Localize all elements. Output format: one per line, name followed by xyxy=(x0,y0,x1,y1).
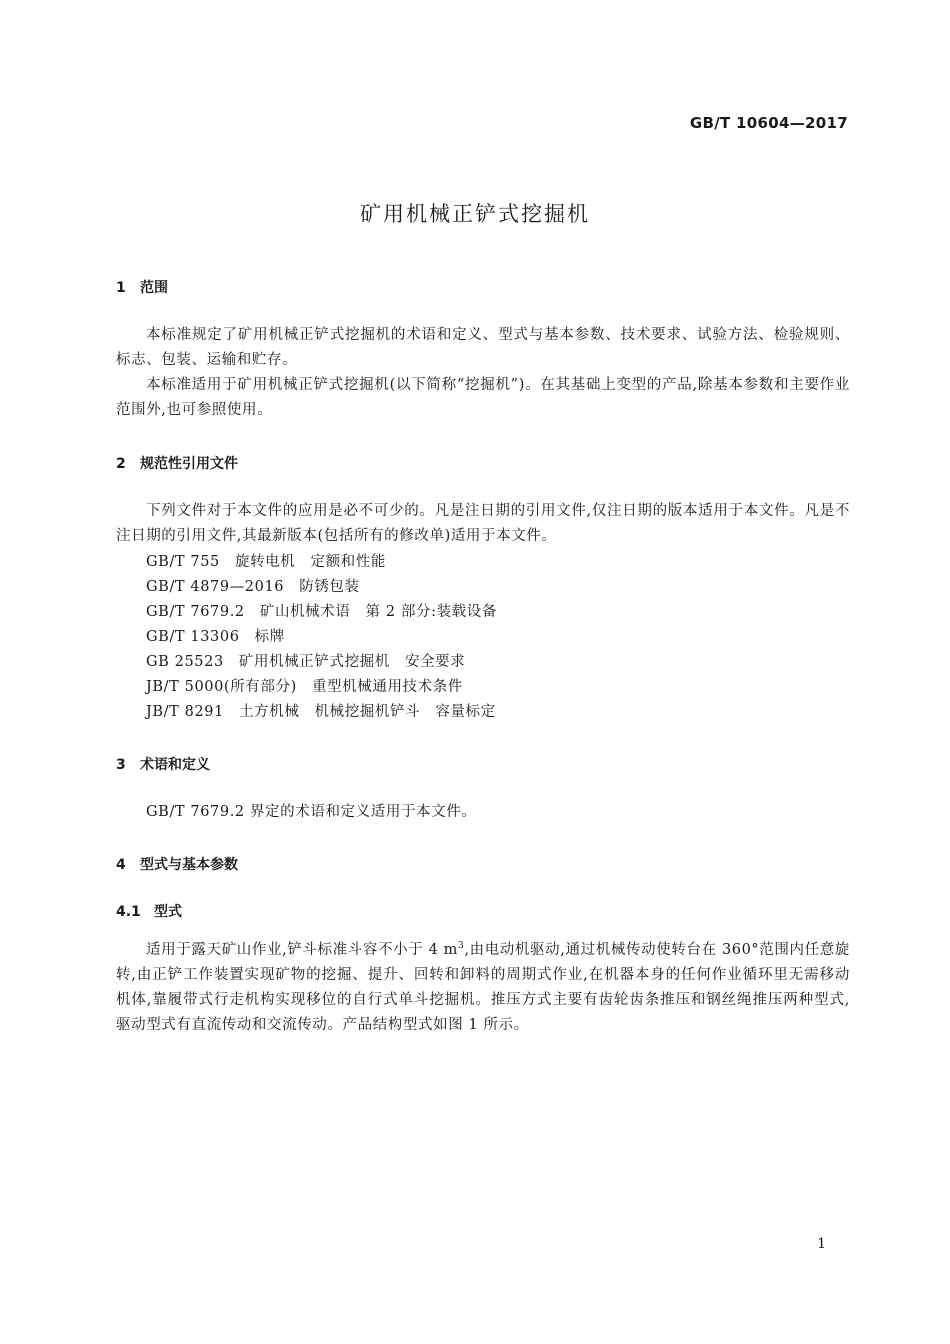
section-3-heading xyxy=(116,754,210,774)
section-number: 4 xyxy=(116,857,126,873)
paragraph-text-part-1: 适用于露天矿山作业,铲斗标准斗容不小于 4 m xyxy=(146,941,459,958)
section-2-heading xyxy=(116,453,238,473)
reference-item: GB 25523 矿用机械正铲式挖掘机 安全要求 xyxy=(146,654,466,670)
section-4-heading xyxy=(116,854,238,874)
reference-item: JB/T 8291 土方机械 机械挖掘机铲斗 容量标定 xyxy=(146,704,496,720)
standard-code: GB/T 10604—2017 xyxy=(689,114,848,132)
section-title: 规范性引用文件 xyxy=(140,456,238,472)
reference-item: JB/T 5000(所有部分) 重型机械通用技术条件 xyxy=(146,679,463,695)
reference-item: GB/T 13306 标牌 xyxy=(146,629,285,645)
reference-item: GB/T 7679.2 矿山机械术语 第 2 部分:装载设备 xyxy=(146,604,497,620)
document-title: 矿用机械正铲式挖掘机 xyxy=(360,202,590,226)
section-title: 范围 xyxy=(140,280,168,296)
section-1-heading xyxy=(116,277,168,297)
subsection-4-1-heading xyxy=(116,901,182,921)
paragraph-text-part-2: ,由电动机驱动,通过机械传动使转台在 360°范围内任意旋转,由正铲工作装置实现矿物的挖掘、提升、回转和卸料的周期式作业,在机器本身的任何作业循环里无需移动机体,靠履带式行走机构实现移位的自行式单斗挖掘机。推压方式主要有齿轮齿条推压和钢丝绳推压两种型式,驱动型式有直流传动和交流传动。产品结构型式如图 1 所示。 xyxy=(116,941,850,1033)
section-1-paragraph-2: 本标准适用于矿用机械正铲式挖掘机(以下简称“挖掘机”)。在其基础上变型的产品,除基本参数和主要作业范围外,也可参照使用。 xyxy=(116,377,850,418)
section-number: 3 xyxy=(116,757,126,773)
page-number: 1 xyxy=(817,1236,826,1252)
subsection-title: 型式 xyxy=(154,904,182,920)
section-4-1-paragraph-1 xyxy=(116,934,850,1038)
reference-item: GB/T 4879—2016 防锈包装 xyxy=(146,579,360,595)
section-number: 2 xyxy=(116,456,126,472)
section-2-paragraph-1: 下列文件对于本文件的应用是必不可少的。凡是注日期的引用文件,仅注日期的版本适用于本文件。凡是不注日期的引用文件,其最新版本(包括所有的修改单)适用于本文件。 xyxy=(116,503,850,544)
section-3-paragraph-1: GB/T 7679.2 界定的术语和定义适用于本文件。 xyxy=(146,804,477,820)
reference-item: GB/T 755 旋转电机 定额和性能 xyxy=(146,554,386,570)
section-title: 型式与基本参数 xyxy=(140,857,238,873)
section-title: 术语和定义 xyxy=(140,757,210,773)
superscript-3: 3 xyxy=(458,941,465,951)
section-number: 1 xyxy=(116,280,126,296)
subsection-number: 4.1 xyxy=(116,904,141,920)
section-1-paragraph-1: 本标准规定了矿用机械正铲式挖掘机的术语和定义、型式与基本参数、技术要求、试验方法、检验规则、标志、包装、运输和贮存。 xyxy=(116,327,850,368)
